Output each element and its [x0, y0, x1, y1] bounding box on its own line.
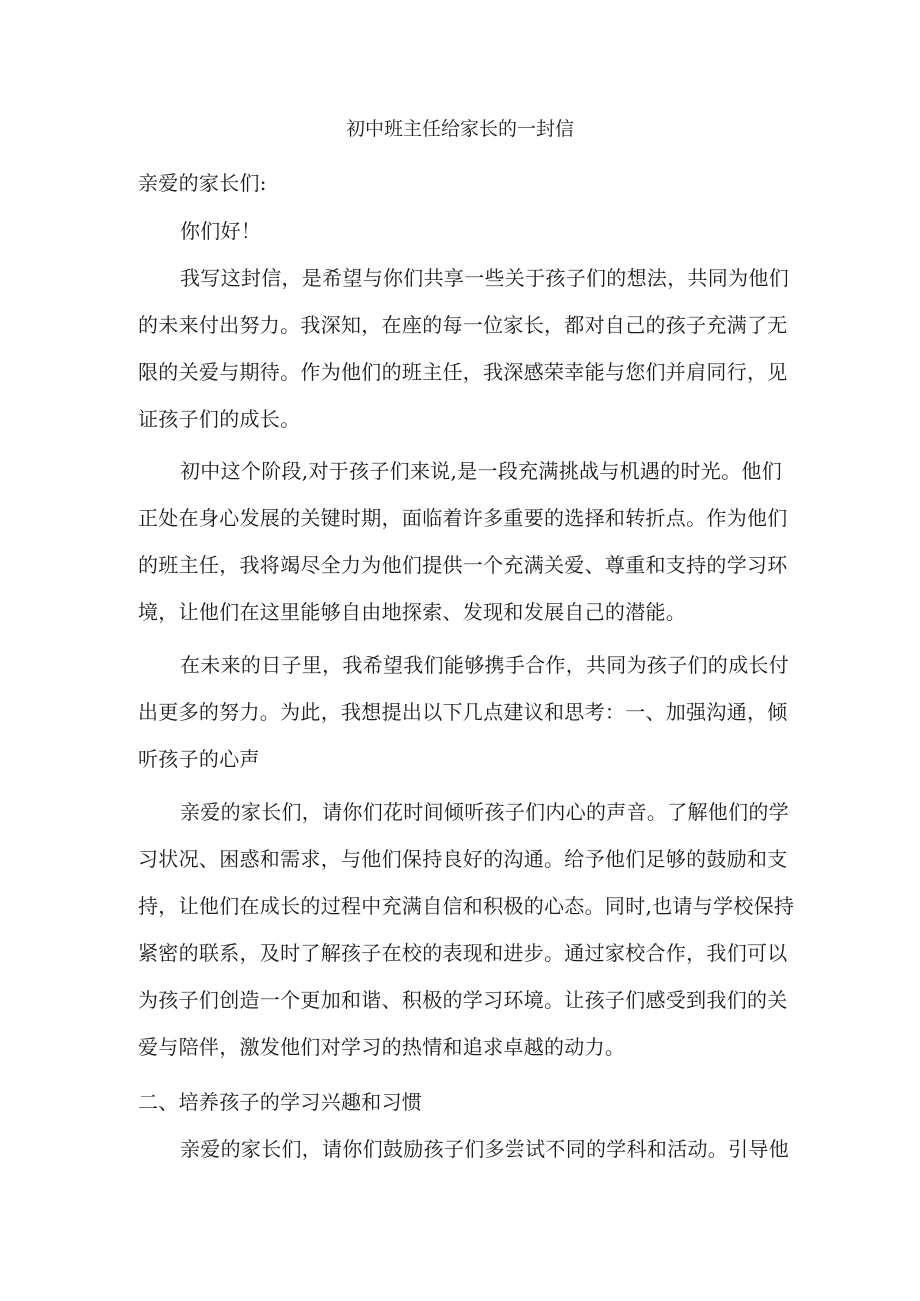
paragraph-line: 的未来付出努力。我深知，在座的每一位家长，都对自己的孩子充满了无 [138, 313, 788, 337]
paragraph-line: 为孩子们创造一个更加和谐、积极的学习环境。让孩子们感受到我们的关 [138, 988, 788, 1012]
document-title: 初中班主任给家长的一封信 [345, 118, 574, 140]
paragraph-line: 习状况、困惑和需求，与他们保持良好的沟通。给予他们足够的鼓励和支 [138, 847, 788, 871]
paragraph-line: 境，让他们在这里能够自由地探索、发现和发展自己的潜能。 [138, 600, 687, 624]
paragraph-line: 爱与陪伴，激发他们对学习的热情和追求卓越的动力。 [138, 1035, 626, 1059]
greeting: 你们好！ [180, 219, 262, 243]
paragraph-line: 限的关爱与期待。作为他们的班主任，我深感荣幸能与您们并肩同行，见 [138, 360, 788, 384]
paragraph-line: 证孩子们的成长。 [138, 407, 301, 431]
paragraph-line: 的班主任，我将竭尽全力为他们提供一个充满关爱、尊重和支持的学习环 [138, 553, 788, 577]
paragraph-line: 初中这个阶段,对于孩子们来说,是一段充满挑战与机遇的时光。他们 [180, 459, 783, 483]
paragraph-line: 在未来的日子里，我希望我们能够携手合作，共同为孩子们的成长付 [180, 653, 789, 677]
paragraph-line: 正处在身心发展的关键时期，面临着许多重要的选择和转折点。作为他们 [138, 506, 788, 530]
paragraph-line: 我写这封信，是希望与你们共享一些关于孩子们的想法，共同为他们 [180, 266, 789, 290]
paragraph-line: 亲爱的家长们，请你们花时间倾听孩子们内心的声音。了解他们的学 [180, 800, 789, 824]
salutation: 亲爱的家长们: [138, 171, 267, 195]
section-heading: 二、培养孩子的学习兴趣和习惯 [138, 1090, 423, 1114]
paragraph-line: 持，让他们在成长的过程中充满自信和积极的心态。同时,也请与学校保持 [138, 894, 795, 918]
paragraph-line: 听孩子的心声 [138, 747, 260, 771]
paragraph-line: 紧密的联系，及时了解孩子在校的表现和进步。通过家校合作，我们可以 [138, 941, 788, 965]
paragraph-line: 亲爱的家长们，请你们鼓励孩子们多尝试不同的学科和活动。引导他 [180, 1137, 789, 1161]
paragraph-line: 出更多的努力。为此，我想提出以下几点建议和思考：一、加强沟通，倾 [138, 700, 788, 724]
